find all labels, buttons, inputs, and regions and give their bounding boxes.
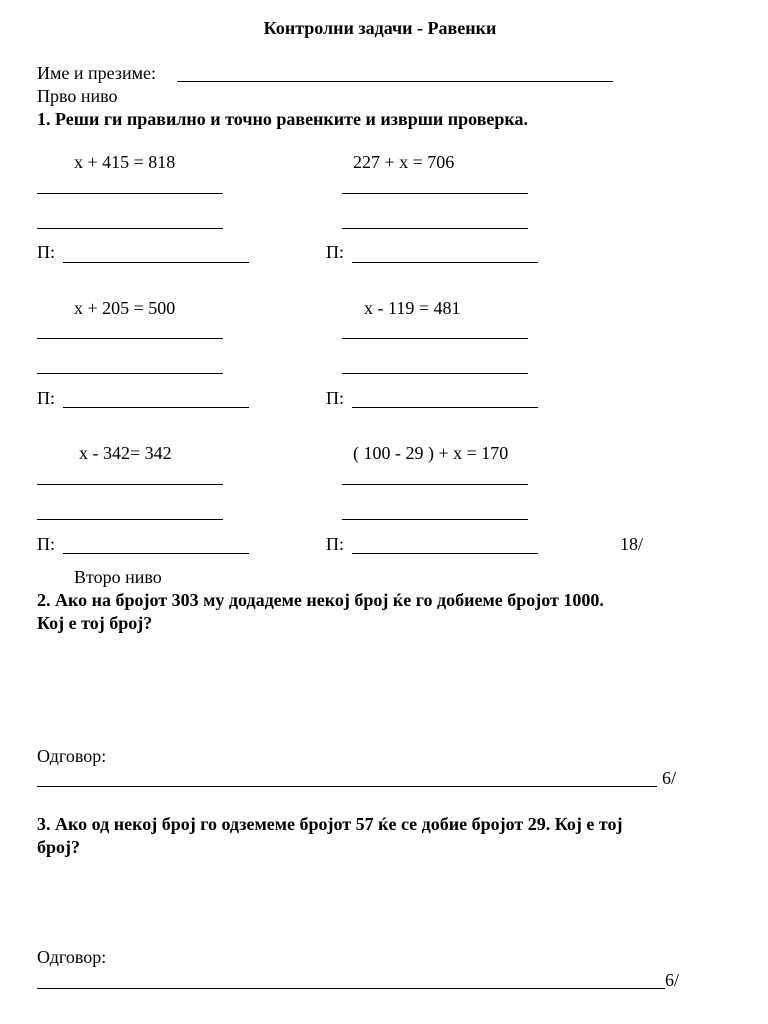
work-line	[342, 193, 528, 194]
equation-6: ( 100 - 29 ) + x = 170	[353, 443, 509, 463]
work-line	[342, 484, 528, 485]
task-three-score: 6/	[665, 970, 680, 990]
work-line	[37, 484, 223, 485]
answer-label: Одговор:	[37, 746, 107, 766]
check-label: П:	[326, 388, 344, 408]
task-two-score: 6/	[662, 768, 677, 788]
task-three-line-2: број?	[37, 837, 81, 857]
work-line	[37, 373, 223, 374]
equation-1: x + 415 = 818	[74, 152, 176, 172]
check-label: П:	[37, 388, 55, 408]
work-line	[342, 373, 528, 374]
check-label: П:	[326, 242, 344, 262]
task-one-title: 1. Реши ги правилно и точно равенките и изврши проверка.	[37, 109, 529, 129]
check-line	[63, 553, 249, 554]
work-line	[37, 228, 223, 229]
name-label: Име и презиме:	[37, 63, 156, 83]
equation-3: x + 205 = 500	[74, 298, 176, 318]
level-one-label: Прво ниво	[37, 86, 118, 106]
level-two-label: Второ ниво	[74, 567, 162, 587]
check-line	[63, 262, 249, 263]
check-line	[352, 407, 538, 408]
check-line	[63, 407, 249, 408]
work-line	[342, 519, 528, 520]
check-label: П:	[37, 242, 55, 262]
check-line	[352, 553, 538, 554]
equation-2: 227 + x = 706	[353, 152, 455, 172]
task-two-line-2: Кој е тој број?	[37, 613, 153, 633]
equation-4: x - 119 = 481	[364, 298, 461, 318]
name-underline	[177, 81, 613, 82]
level-one-score: 18/	[620, 534, 644, 554]
answer-label: Одговор:	[37, 947, 107, 967]
check-label: П:	[326, 534, 344, 554]
answer-line	[37, 988, 665, 989]
work-line	[37, 338, 223, 339]
work-line	[342, 228, 528, 229]
check-line	[352, 262, 538, 263]
task-three-line-1: 3. Ако од некој број го одземеме бројот 57 ќе се добие бројот 29. Кој е тој	[37, 814, 623, 834]
work-line	[37, 193, 223, 194]
work-line	[342, 338, 528, 339]
work-line	[37, 519, 223, 520]
task-two-line-1: 2. Ако на бројот 303 му додадеме некој број ќе го добиеме бројот 1000.	[37, 590, 604, 610]
answer-line	[37, 786, 657, 787]
check-label: П:	[37, 534, 55, 554]
page-title: Контролни задачи - Равенки	[263, 18, 497, 38]
equation-5: x - 342= 342	[79, 443, 172, 463]
